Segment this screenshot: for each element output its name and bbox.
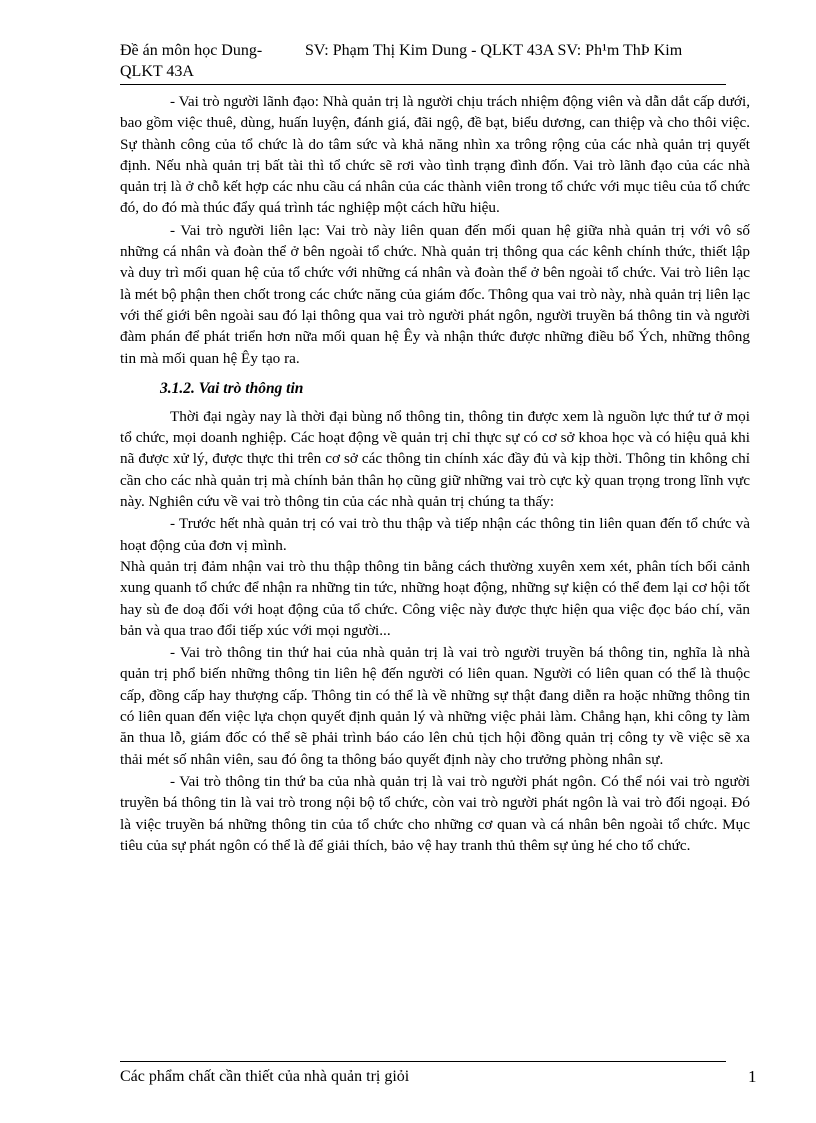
paragraph-liaison-role: - Vai trò người liên lạc: Vai trò này liên quan đến mối quan hệ giữa nhà quản trị với vô số những cá nhân và đoàn thể ở bên ngoài tổ chức. Nhà quản trị thông qua các kênh chính thức, thiết lập và duy trì mối quan hệ của tổ chức với những cá nhân và đoàn thể ở bên ngoài tổ chức. Vai trò liên lạc là mét bộ phận then chốt trong các chức năng của giám đốc. Thông qua vai trò này, nhà quản trị liên lạc với thế giới bên ngoài sau đó lại thông qua vai trò người phát ngôn, người truyền bá thông tin và người đàm phán để phát triển hơn nữa mối quan hệ Êy và nhận thức được những điều bổ Ých, những thông tin mà mối quan hệ Êy tạo ra. — [120, 221, 750, 367]
header-course-title: Đề án môn học Dung-QLKT 43A — [120, 42, 263, 80]
header-student-info: SV: Phạm Thị Kim Dung - QLKT 43A SV: Ph¹m ThÞ Kim — [305, 42, 683, 59]
footer-rule — [120, 1061, 726, 1062]
paragraph-spokesperson-role: - Vai trò thông tin thứ ba của nhà quản trị là vai trò người phát ngôn. Có thể nói vai trò người truyền bá thông tin là vai trò trong nội bộ tổ chức, còn vai trò người phát ngôn là vai trò đối ngoại. Đó là việc truyền bá những thông tin của tổ chức cho những cơ quan và cá nhân bên ngoài tổ chức. Mục tiêu của sự phát ngôn có thể là để giải thích, bảo vệ hay tranh thủ thêm sự ủng hé cho tổ chức. — [120, 772, 750, 854]
paragraph-monitor-role: - Trước hết nhà quản trị có vai trò thu thập và tiếp nhận các thông tin liên quan đến tổ chức và hoạt động của đơn vị mình. — [120, 515, 750, 554]
page-number: 1 — [748, 1067, 757, 1086]
footer-title: Các phẩm chất cần thiết của nhà quản trị giỏi — [120, 1068, 410, 1085]
paragraph-monitor-detail: Nhà quản trị đảm nhận vai trò thu thập thông tin bằng cách thường xuyên xem xét, phân tích bối cảnh xung quanh tổ chức để nhận ra những tin tức, những hoạt động, những sự kiện có thể đem lại cơ hội tốt hay sù đe doạ đối với hoạt động của tổ chức. Công việc này được thực hiện qua việc đọc báo chí, văn bản và qua trao đổi tiếp xúc với mọi người... — [120, 557, 750, 639]
paragraph-leader-role: - Vai trò người lãnh đạo: Nhà quản trị là người chịu trách nhiệm động viên và dẫn dắt cấp dưới, bao gồm việc thuê, dùng, huấn luyện, đánh giá, đãi ngộ, đề bạt, biểu dương, can thiệp và cho thôi việc. Sự thành công của tổ chức là do tâm sức và khả năng nhìn xa trông rộng của các nhà quản trị quyết định. Nếu nhà quản trị bất tài thì tổ chức sẽ rơi vào tình trạng đình đốn. Vai trò lãnh đạo của các nhà quản trị là ở chỗ kết hợp các nhu cầu cá nhân của các thành viên trong tổ chức với mục tiêu của tổ chức đó, do đó mà thúc đẩy quá trình tác nghiệp một cách hữu hiệu. — [120, 93, 750, 217]
page-body — [120, 90, 750, 856]
paragraph-information-era: Thời đại ngày nay là thời đại bùng nổ thông tin, thông tin được xem là nguồn lực thứ tư ở mọi tổ chức, mọi doanh nghiệp. Các hoạt động về quản trị chỉ thực sự có cơ sở khoa học và có hiệu quả khi nã được xử lý, được thực thi trên cơ sở các thông tin chính xác đầy đủ và kịp thời. Thông tin không chỉ cần cho các nhà quản trị mà chính bản thân họ cũng giữ những vai trò cực kỳ quan trọng trong lĩnh vực này. Nghiên cứu về vai trò thông tin của các nhà quản trị chúng ta thấy: — [120, 407, 750, 511]
header-rule — [120, 84, 726, 85]
paragraph-disseminator-role: - Vai trò thông tin thứ hai của nhà quản trị là vai trò người truyền bá thông tin, nghĩa là nhà quản trị phổ biến những thông tin liên hệ đến người có liên quan. Người có liên quan có thể là thuộc cấp, đồng cấp hay thượng cấp. Thông tin có thể là về những sự thật đang diễn ra hoặc những thông tin có liên quan đến việc lựa chọn quyết định quản lý và những việc phải làm. Chẳng hạn, khi công ty làm ăn thua lỗ, giám đốc có thể sẽ phải trình báo cáo lên chủ tịch hội đồng quản trị công ty về việc sẽ xa thải mét số nhân viên, sau đó ông ta thông báo quyết định này cho trưởng phòng nhân sự. — [120, 644, 750, 768]
section-heading: 3.1.2. Vai trò thông tin — [160, 379, 304, 397]
